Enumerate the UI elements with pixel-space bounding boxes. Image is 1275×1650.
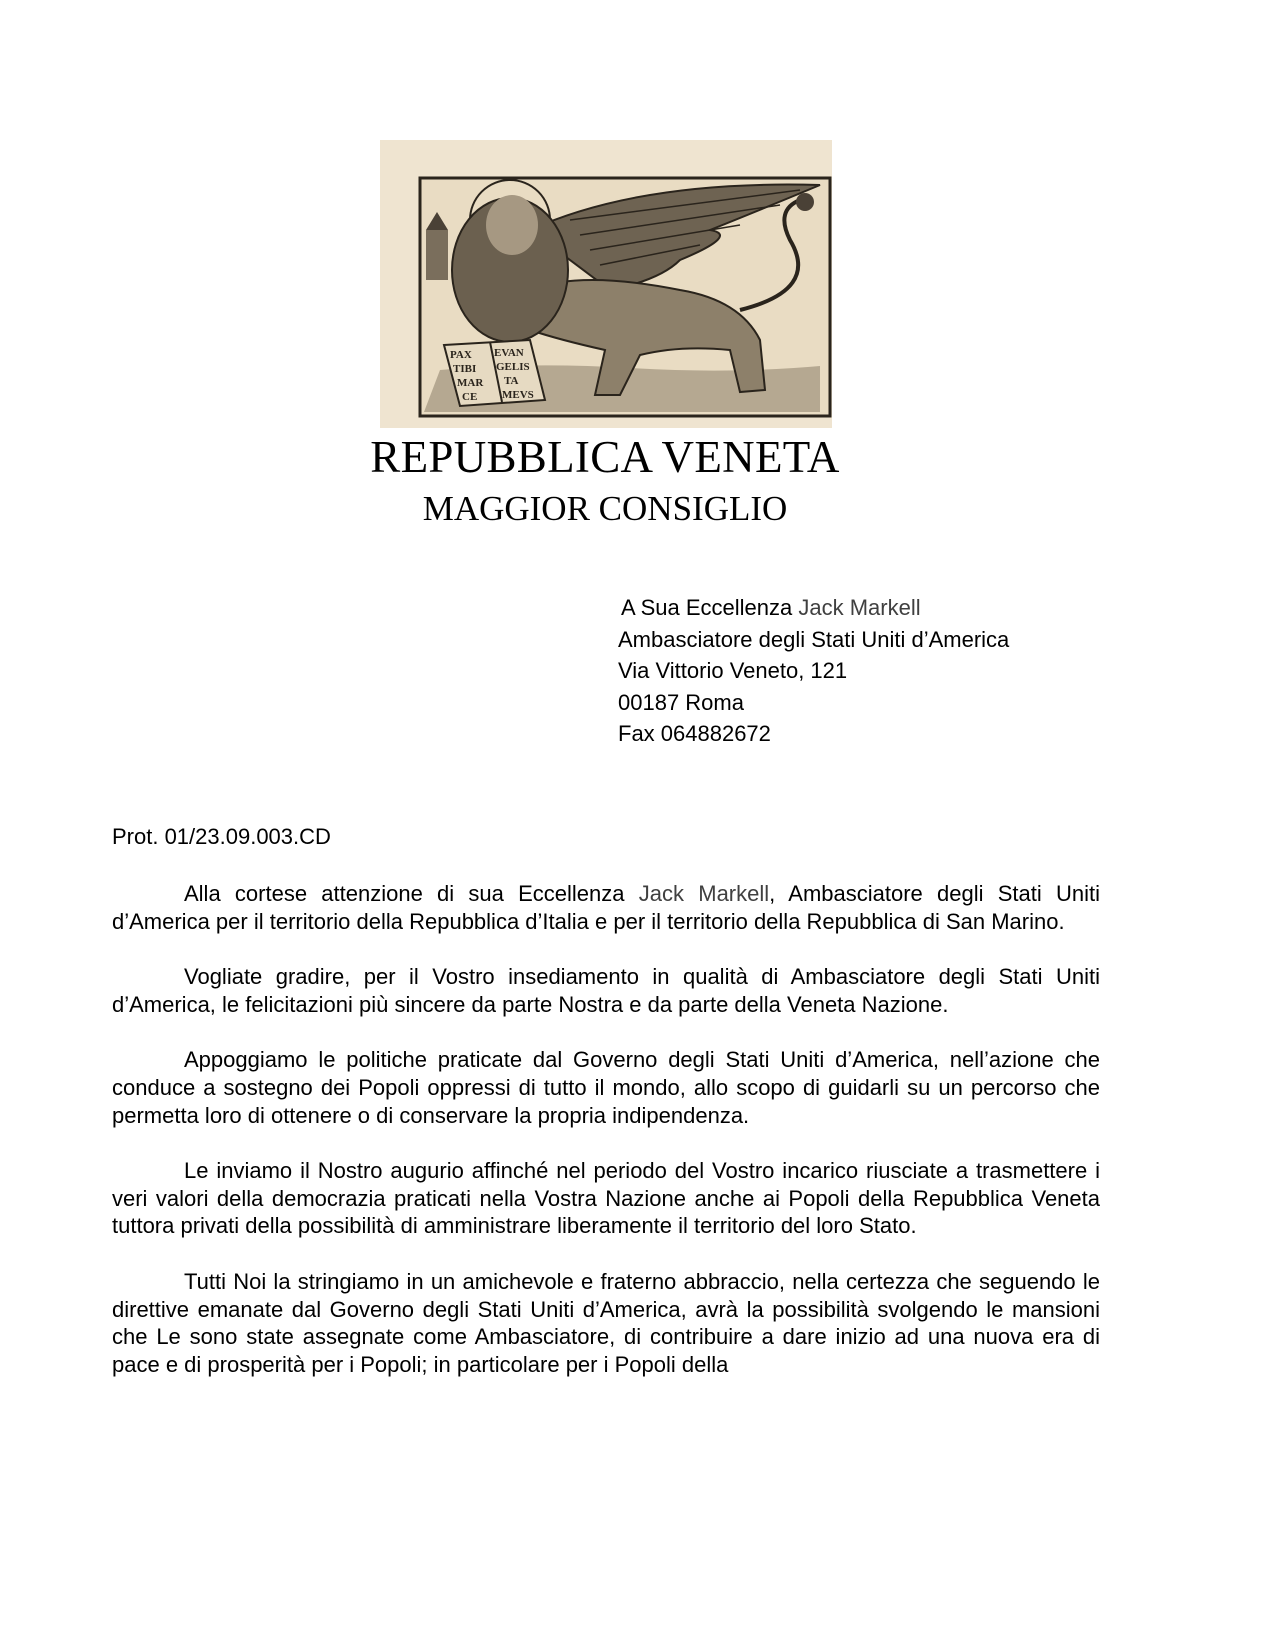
recipient-role: Ambasciatore degli Stati Uniti d’America	[618, 626, 1010, 652]
recipient-fax: Fax 064882672	[618, 721, 771, 746]
svg-text:PAX: PAX	[450, 349, 472, 361]
paragraph-1-end: , Ambasciatore degli Stati Uniti d’America per il territorio della Repubblica d’Italia e per il territorio della Repubblica di San Marino.	[112, 881, 1100, 934]
paragraph-5: Tutti Noi la stringiamo in un amichevole e fraterno abbraccio, nella certezza che seguendo le direttive emanate dal Governo degli Stati Uniti d’America, avrà la possibilità svolgendo le mansioni che Le sono state assegnate come Ambasciatore, di contribuire a dare inizio ad una nuova era di pace e di prosperità per i Popoli; in particolare per i Popoli della	[112, 1268, 1100, 1377]
lion-of-saint-mark-emblem	[380, 140, 832, 428]
recipient-city: 00187 Roma	[618, 689, 744, 715]
svg-text:EVAN: EVAN	[494, 347, 524, 359]
protocol-number: Prot. 01/23.09.003.CD	[112, 824, 331, 849]
svg-text:TIBI: TIBI	[453, 363, 477, 375]
recipient-name: Jack Markell	[798, 595, 921, 620]
svg-text:MEVS: MEVS	[502, 389, 534, 401]
paragraph-4: Le inviamo il Nostro augurio affinché nel periodo del Vostro incarico riusciate a trasmettere i veri valori della democrazia praticati nella Vostra Nazione anche ai Popoli della Repubblica Veneta tuttora privati della possibilità di amministrare liberamente il territorio del loro Stato.	[112, 1158, 1100, 1239]
svg-text:GELIS: GELIS	[496, 361, 530, 373]
winged-lion-icon	[380, 140, 832, 428]
paragraph-1	[112, 880, 1100, 935]
page-title: REPUBBLICA VENETA	[370, 432, 840, 482]
paragraph-1-start: Alla cortese attenzione di sua Eccellenza	[184, 881, 639, 906]
page-subtitle: MAGGIOR CONSIGLIO	[422, 489, 788, 528]
letter-body	[112, 880, 1100, 1378]
svg-text:TA: TA	[504, 375, 519, 387]
salutation-prefix: A Sua Eccellenza	[621, 595, 799, 620]
recipient-street: Via Vittorio Veneto, 121	[618, 658, 848, 683]
recipient-address-block	[618, 592, 1009, 750]
recipient-salutation	[618, 592, 1009, 624]
paragraph-1-name: Jack Markell	[638, 881, 770, 906]
paragraph-2: Vogliate gradire, per il Vostro insediamento in qualità di Ambasciatore degli Stati Uniti d’America, le felicitazioni più sincere da parte Nostra e da parte della Veneta Nazione.	[112, 964, 1100, 1017]
svg-text:MAR: MAR	[457, 377, 484, 389]
paragraph-3: Appoggiamo le politiche praticate dal Governo degli Stati Uniti d’America, nell’azione che conduce a sostegno dei Popoli oppressi di tutto il mondo, allo scopo di guidarli su un percorso che permetta loro di ottenere o di conservare la propria indipendenza.	[112, 1047, 1100, 1128]
svg-text:CE: CE	[462, 391, 478, 403]
